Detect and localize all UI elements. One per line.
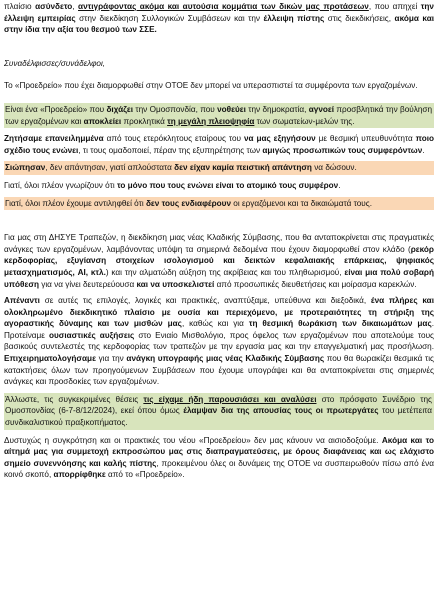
bold-text: αγνοεί [308, 104, 335, 114]
bold-text: απορρίφθηκε [53, 470, 106, 480]
text-run: , προκειμένου όλες οι δυνάμεις της ΟΤΟΕ να συσπειρωθούν πίσω από ένα κοινό σκοπό, [4, 458, 434, 480]
bold-text: δεν τους ενδιαφέρουν [145, 198, 232, 208]
bold-text: ποιο σχέδιο τους ενώνει [4, 134, 434, 155]
intro-paragraph [4, 1, 434, 36]
text-run: την Ομοσπονδία, που [133, 104, 218, 114]
bold-text: νοθεύει [217, 104, 246, 114]
text-run: από τους ετερόκλητους εταίρους του [103, 134, 244, 144]
text-run: στην διεκδίκηση Συλλογικών Συμβάσεων και την [75, 13, 264, 23]
paragraph-we-asked [4, 133, 434, 156]
text-run: που θα θωρακίζει θεσμικά τις κατακτήσεις όλων των προηγούμενων Συμβάσεων που έχουμε υπογράψει και θα ανταποκρίνεται στις σημερινές ανάγκες και προσδοκίες των εργαζομένων. [4, 354, 434, 387]
paragraph-unfortunately [4, 435, 434, 481]
paragraph-divides-highlighted [4, 103, 434, 128]
text-run: προσβλητικά την βούληση των εργαζομένων και [5, 104, 432, 126]
bold-text: ουσιαστικές αυξήσεις [49, 330, 135, 340]
text-run: πλαίσιο [4, 2, 36, 11]
text-run: από το «Προεδρείο». [105, 470, 185, 480]
greeting-line [4, 58, 434, 70]
bold-text: τις είχαμε ήδη παρουσιάσει και αναλύσει [143, 394, 317, 404]
text-run: την δημοκρατία, [245, 104, 309, 114]
text-run: . [422, 145, 425, 155]
bold-text: Ζητήσαμε επανειλημμένα [4, 134, 104, 144]
text-run: , καθώς και για [181, 319, 249, 329]
text-run: στο Ενιαίο Μισθολόγιο, προς όφελος των εργαζομένων που αποτελούμε τους βασικούς συντελεστές της κερδοφορίας των τραπεζών με την εργασία μας και την επαγγελματική μας προσήλωση. [4, 330, 434, 352]
text-run: , που απηχεί [368, 2, 421, 11]
text-run: οι εργαζόμενοι και τα δικαιώματά τους. [231, 198, 373, 208]
paragraph-not-interested-highlighted [4, 197, 434, 211]
text-run: των σωματείων-μελών της. [254, 116, 355, 126]
bold-text: ασύνδετο [35, 2, 73, 11]
text-run: . Προτείναμε [4, 319, 435, 340]
bold-text: τη θεσμική θωράκιση των δικαιωμάτων μας [248, 319, 432, 329]
text-run: ) και την αλματώδη αύξηση της ακρίβειας και του πληθωρισμού, [105, 267, 345, 277]
text-run: σε αυτές τις επιλογές, λογικές και πρακτικές, αναπτύξαμε, υπεύθυνα και διεξοδικά, [39, 296, 371, 306]
bold-text: ρεκόρ κερδοφορίας, εξυγίανση στοιχείων ισολογισμού και δεικτών κεφαλαιακής επάρκειας, ψηφιακός μετασχηματισμός, AI, κτλ. [4, 244, 434, 277]
paragraph-silenced-highlighted [4, 161, 434, 175]
text-run: Δυστυχώς η συγκρότηση και οι πρακτικές του νέου «Προεδρείου» δεν μας κάνουν να αισιοδοξούμε. [4, 435, 382, 445]
text-run: να δώσουν. [311, 163, 357, 173]
paragraph-presidium [4, 80, 434, 92]
text-run: στις διεκδικήσεις, [324, 13, 395, 23]
text-run: για να γίνει δευτερεύουσα [38, 279, 137, 289]
text-run: Για μας στη ΔΗΣΥΕ Τραπεζών, η διεκδίκηση μιας νέας Κλαδικής Σύμβασης, που θα ανταποκρίνεται στις πραγματικές ανάγκες των εργαζομένων, λαμβάνοντας υπόψη τα σημερινά δεδομένα που έχουν διαμορφωθεί στον κλάδο ( [4, 233, 434, 254]
bold-text: Απέναντι [4, 296, 40, 306]
text-run: στο πρόσφατο Συνέδριο της Ομοσπονδίας (6-7-8/12/2024), εκεί όπου όμως [5, 394, 432, 416]
paragraph-common-interest [4, 180, 434, 192]
bold-text: αντιγράφοντας ακόμα και αυτούσια κομμάτια των δικών μας προτάσεων [78, 2, 369, 11]
bold-text: το μόνο που τους ενώνει είναι το ατομικό τους συμφέρον [116, 180, 339, 190]
paragraph-congress-highlighted [4, 393, 434, 430]
bold-text: Ακόμα και το αίτημά μας για συμμετοχή εκπροσώπου μας στις διαπραγματεύσεις, με όρους διαφάνειας και ως ελάχιστο σημείο συνεννόησης και καλής πίστης [4, 435, 435, 468]
text-run: του μετέπειτα συνδικαλιστικού πραξικοπήματος. [5, 406, 432, 428]
paragraph-dhsye-position [4, 232, 434, 290]
text-run: . [338, 180, 341, 190]
bold-text: αμιγώς προσωπικών τους συμφερόντων [262, 145, 423, 155]
text-run: με θεσμική υπευθυνότητα [315, 134, 416, 144]
bold-text: διχάζει [106, 104, 134, 114]
bold-text: έλαμψαν δια της απουσίας τους οι πρωτεργάτες [183, 406, 379, 416]
text-run: , [72, 2, 79, 11]
text-run: , τι τους ομαδοποιεί, πέραν της εξυπηρέτησης των [78, 145, 263, 155]
bold-text: αποκλείει [83, 116, 122, 126]
text-run: Συναδέλφισσες/συνάδελφοι, [4, 58, 106, 68]
bold-text: ανάγκη υπογραφής μιας νέας Κλαδικής Σύμβασης [126, 354, 325, 364]
text-run: Γιατί, όλοι πλέον έχουμε αντιληφθεί ότι [5, 198, 146, 208]
text-run: Γιατί, όλοι πλέον γνωρίζουν ότι [4, 180, 117, 190]
bold-text: και να υποσκελιστεί [136, 279, 215, 289]
text-run: Είναι ένα «Προεδρείο» που [5, 104, 107, 114]
bold-text: την έλλειψη εμπειρίας [4, 2, 434, 23]
bold-text: ακόμα και στην ίδια την αξία του θεσμού των ΣΣΕ. [4, 13, 434, 35]
bold-text: δεν είχαν καμία πειστική απάντηση [174, 163, 312, 173]
bold-text: έλλειψη πίστης [263, 13, 325, 23]
bold-text: Επιχειρηματολογήσαμε [4, 354, 96, 364]
text-run: για την [95, 354, 127, 364]
bold-text: είναι μια πολύ σοβαρή υπόθεση [4, 267, 434, 289]
paragraph-opposite [4, 295, 434, 388]
bold-text: Σιώπησαν [5, 163, 46, 173]
text-run: από προσωπικές διευθετήσεις και μοίρασμα καρεκλών. [214, 279, 417, 289]
bold-text: να μας εξηγήσουν [243, 134, 316, 144]
text-run: Άλλωστε, τις συγκεκριμένες θέσεις [5, 394, 144, 404]
text-run: προκλητικά [121, 116, 168, 126]
text-run: Το «Προεδρείο» που έχει διαμορφωθεί στην ΟΤΟΕ δεν μπορεί να υπερασπιστεί τα συμφέροντα των εργαζομένων. [4, 81, 418, 91]
text-run: , δεν απάντησαν, γιατί απλούστατα [45, 163, 175, 173]
bold-text: τη μεγάλη πλειοψηφία [167, 116, 255, 126]
bold-text: ένα πλήρες και ολοκληρωμένο διεκδικητικό πλαίσιο με ουσία και περιεχόμενο, με προτεραιότητες τη στήριξη της αγοραστικής δύναμης και των μισθών μας [4, 296, 434, 329]
